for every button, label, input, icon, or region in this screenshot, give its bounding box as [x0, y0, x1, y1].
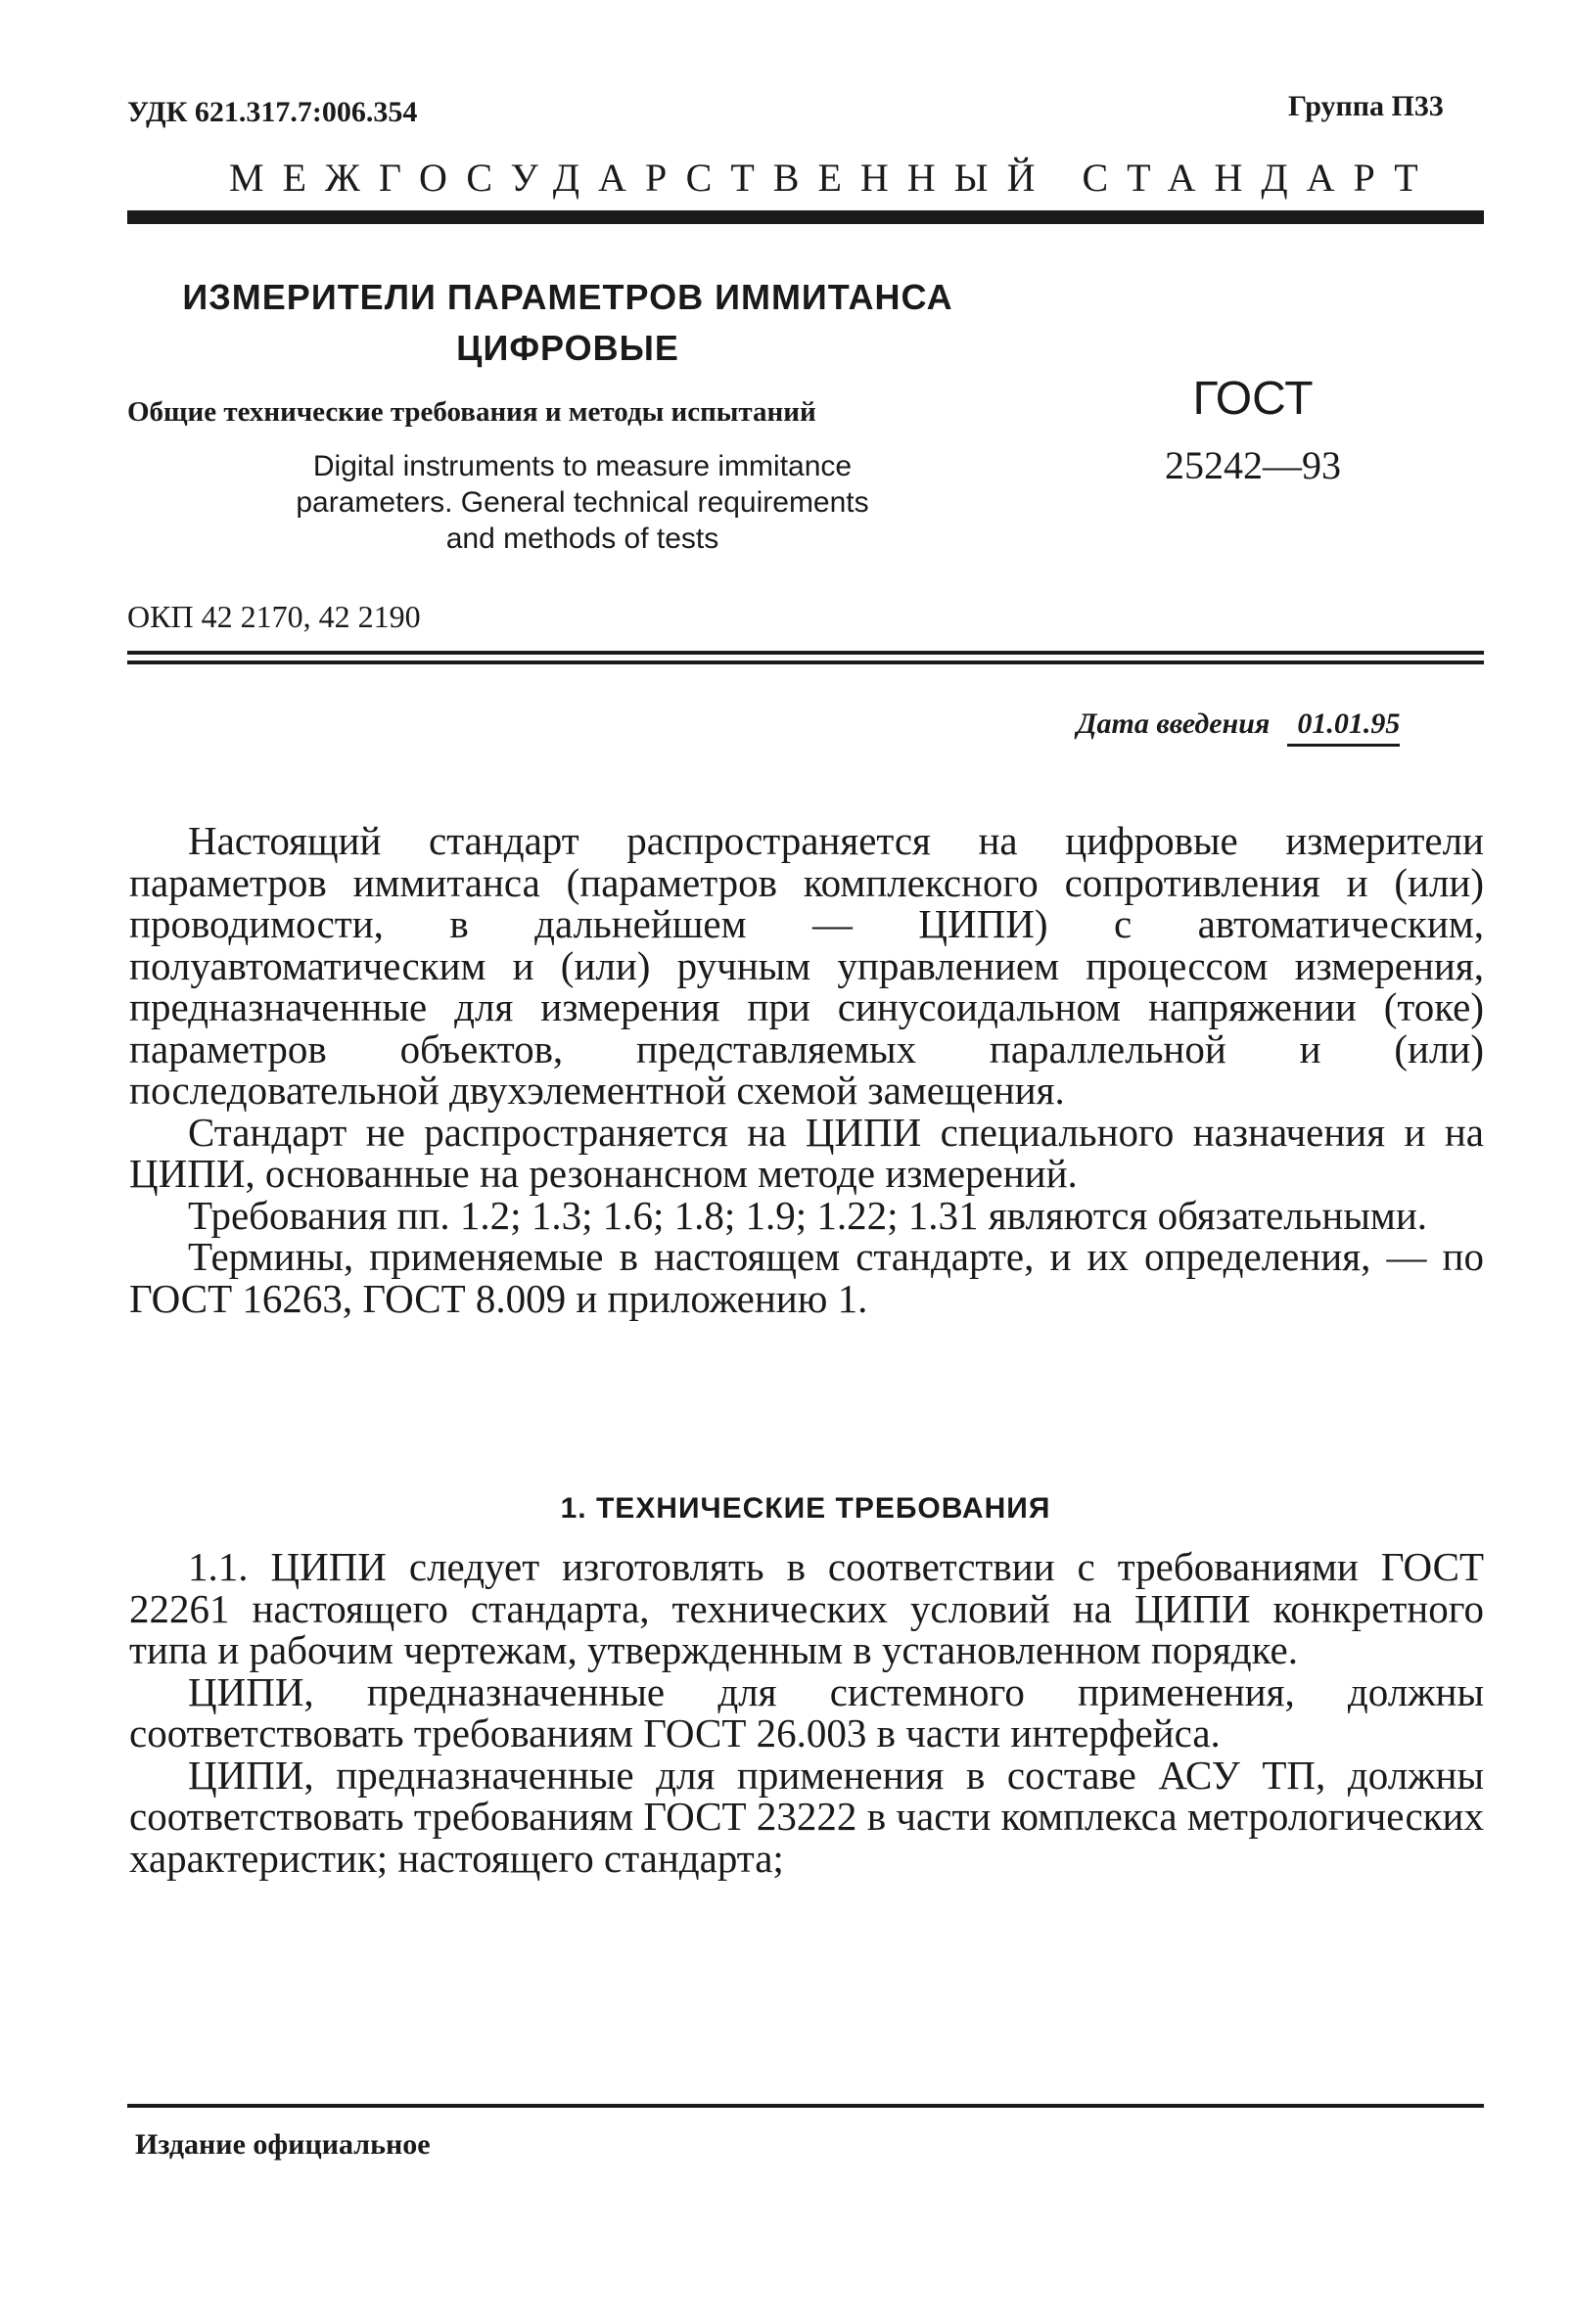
top-rule — [127, 210, 1484, 224]
gost-number: 25242—93 — [1165, 443, 1341, 487]
official-edition-note: Издание официальное — [135, 2128, 431, 2161]
intro-paragraph-terms: Термины, применяемые в настоящем стандарте, и их определения, — по ГОСТ 16263, ГОСТ 8.009 и приложению 1. — [129, 1234, 1484, 1321]
intro-paragraph-exclusions: Стандарт не распространяется на ЦИПИ специального назначения и на ЦИПИ, основанные на резонансном методе измерений. — [129, 1109, 1484, 1196]
intro-paragraph-scope: Настоящий стандарт распространяется на цифровые измерители параметров иммитанса (параметров комплексного сопротивления и (или) проводимости, в дальнейшем — ЦИПИ) с автоматическим, полуавтоматическим и (или) ручным управлением процессом измерения, предназначенные для измерения при синусоидальном напряжении (токе) параметров объектов, представляемых параллельной и (или) последовательной двухэлементной схемой замещения. — [129, 818, 1484, 1113]
rule-thin-2 — [127, 661, 1484, 664]
section-heading: 1. ТЕХНИЧЕСКИЕ ТРЕБОВАНИЯ — [560, 1492, 1051, 1525]
footer-rule — [127, 2104, 1484, 2108]
intro-text — [129, 820, 1484, 1319]
clause-1-1: 1.1. ЦИПИ следует изготовлять в соответствии с требованиями ГОСТ 22261 настоящего стандарта, технических условий на ЦИПИ конкретного типа и рабочим чертежам, утвержденным в установленном порядке. — [129, 1544, 1484, 1672]
introduction-date-value: 01.01.95 — [1287, 707, 1400, 747]
intro-paragraph-mandatory: Требования пп. 1.2; 1.3; 1.6; 1.8; 1.9; 1.22; 1.31 являются обязательными. — [188, 1192, 1428, 1238]
english-title — [206, 448, 959, 557]
okp-code: ОКП 42 2170, 42 2190 — [127, 599, 421, 634]
english-title-line-3: and methods of tests — [445, 523, 719, 555]
clause-1-1-asu-tp: ЦИПИ, предназначенные для применения в составе АСУ ТП, должны соответствовать требованиям ГОСТ 23222 в части комплекса метрологических характеристик; настоящего стандарта; — [129, 1752, 1484, 1881]
document-title — [127, 272, 1008, 374]
udk-code: УДК 621.317.7:006.354 — [127, 96, 418, 128]
clause-1-1-interface: ЦИПИ, предназначенные для системного применения, должны соответствовать требованиям ГОСТ 26.003 в части интерфейса. — [129, 1668, 1484, 1755]
english-title-line-2: parameters. General technical requirements — [296, 486, 869, 519]
introduction-date-label: Дата введения — [1077, 707, 1271, 740]
rule-thin — [127, 651, 1484, 655]
english-title-line-1: Digital instruments to measure immitance — [312, 450, 853, 482]
interstate-standard-heading: МЕЖГОСУДАРСТВЕННЫЙ СТАНДАРТ — [229, 156, 1437, 200]
introduction-date — [1077, 707, 1400, 747]
title-line-2: ЦИФРОВЫЕ — [456, 328, 679, 368]
document-subtitle: Общие технические требования и методы испытаний — [127, 396, 816, 428]
section-1-text — [129, 1546, 1484, 1879]
title-line-1: ИЗМЕРИТЕЛИ ПАРАМЕТРОВ ИММИТАНСА — [182, 277, 953, 317]
gost-label: ГОСТ — [1192, 373, 1314, 425]
group-code: Группа П33 — [1288, 90, 1444, 122]
